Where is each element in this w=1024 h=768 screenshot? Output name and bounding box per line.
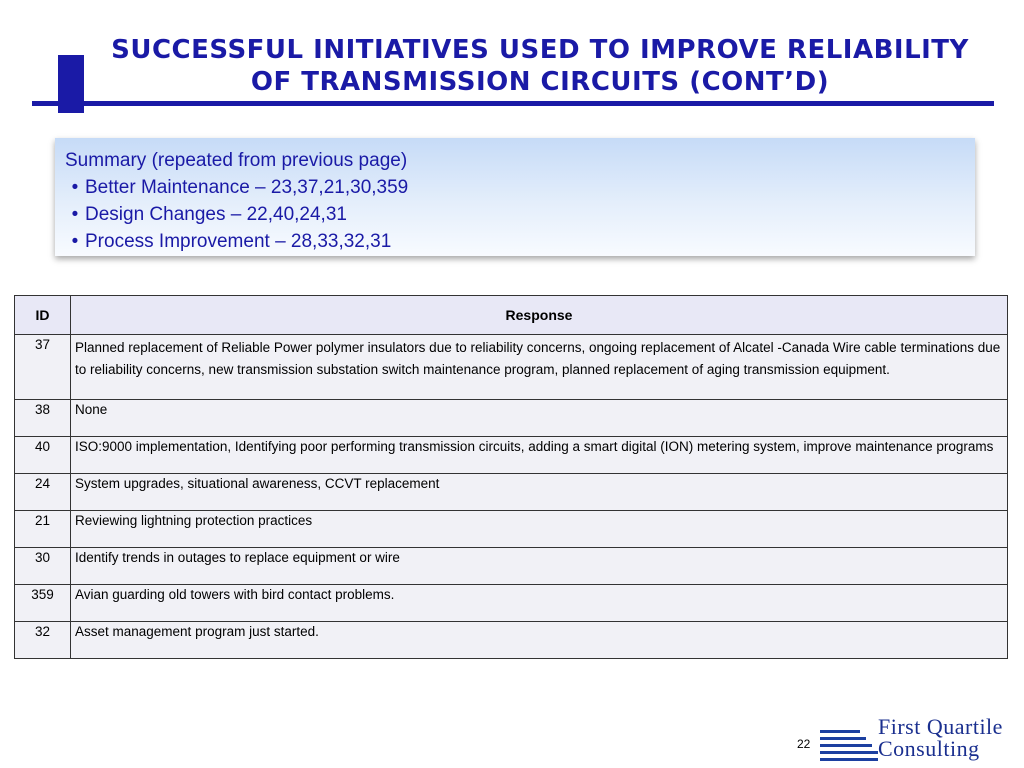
row-response: Planned replacement of Reliable Power polymer insulators due to reliability concerns, ongoing replacement of Alcatel -Canada Wire cable terminations due to reliability concerns, new transmission substation switch maintenance program, planned replacement of aging transmission equipment.	[71, 335, 1008, 400]
bullet-dot-icon: •	[71, 231, 79, 252]
row-response: Reviewing lightning protection practices	[71, 511, 1008, 548]
row-response: Avian guarding old towers with bird contact problems.	[71, 585, 1008, 622]
row-response: ISO:9000 implementation, Identifying poor performing transmission circuits, adding a smart digital (ION) metering system, improve maintenance programs	[71, 437, 1008, 474]
bullet-dot-icon: •	[71, 204, 79, 225]
table-row	[15, 474, 1008, 511]
summary-bullet: • Design Changes – 22,40,24,31	[65, 201, 975, 228]
summary-bullet: • Better Maintenance – 23,37,21,30,359	[65, 174, 975, 201]
slide-title-line1: SUCCESSFUL INITIATIVES USED TO IMPROVE RELIABILITY	[111, 35, 969, 65]
row-id: 21	[15, 511, 71, 548]
responses-table	[14, 295, 1008, 659]
title-underline	[32, 101, 994, 106]
header-response: Response	[71, 296, 1008, 335]
row-id: 38	[15, 400, 71, 437]
summary-box	[55, 138, 975, 256]
row-response: Asset management program just started.	[71, 622, 1008, 659]
logo-lines-icon	[820, 720, 880, 762]
page-number: 22	[797, 737, 811, 751]
summary-heading: Summary (repeated from previous page)	[65, 150, 408, 171]
logo-text-line1: First Quartile	[878, 714, 1003, 739]
row-id: 32	[15, 622, 71, 659]
row-response: None	[71, 400, 1008, 437]
table-row	[15, 548, 1008, 585]
row-id: 24	[15, 474, 71, 511]
row-id: 359	[15, 585, 71, 622]
summary-bullet: • Process Improvement – 28,33,32,31	[65, 228, 975, 255]
row-response: System upgrades, situational awareness, CCVT replacement	[71, 474, 1008, 511]
table-row	[15, 400, 1008, 437]
table-row	[15, 622, 1008, 659]
table-row	[15, 585, 1008, 622]
header-id: ID	[15, 296, 71, 335]
table-row	[15, 335, 1008, 400]
table-row	[15, 437, 1008, 474]
row-id: 30	[15, 548, 71, 585]
row-id: 40	[15, 437, 71, 474]
logo-text-line2: Consulting	[878, 736, 980, 761]
company-logo	[820, 714, 1020, 762]
slide-title	[90, 34, 990, 98]
row-id: 37	[15, 335, 71, 400]
bullet-dot-icon: •	[71, 177, 79, 198]
slide-title-line2: OF TRANSMISSION CIRCUITS (CONT’D)	[250, 67, 830, 97]
table-header-row	[15, 296, 1008, 335]
table-row	[15, 511, 1008, 548]
row-response: Identify trends in outages to replace equipment or wire	[71, 548, 1008, 585]
